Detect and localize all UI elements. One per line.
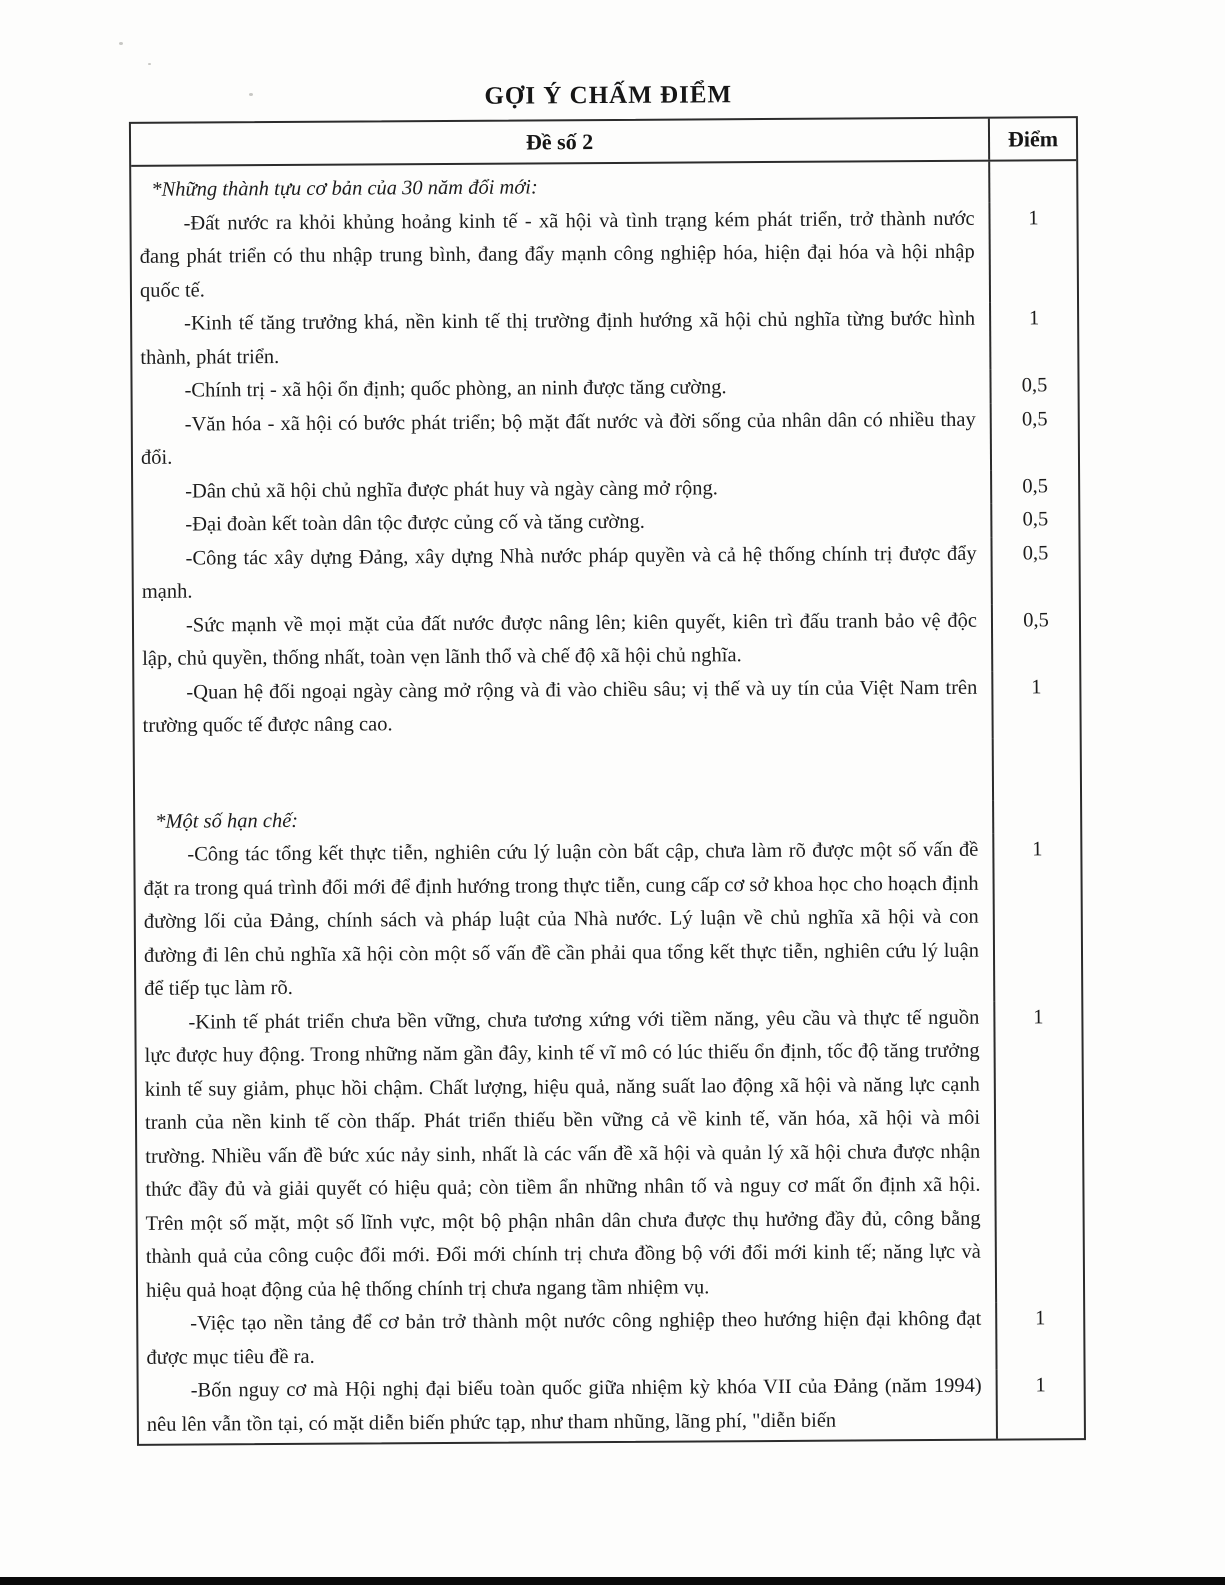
table-row	[133, 403, 1078, 476]
row-score: 0,5	[990, 470, 1078, 504]
row-text: *Một số hạn chế:	[155, 809, 299, 833]
column-header-topic: Đề số 2	[525, 129, 594, 155]
row-score	[988, 161, 1076, 202]
row-text: *Những thành tựu cơ bản của 30 năm đổi mới:	[151, 176, 538, 201]
row-text: -Kinh tế tăng trưởng khá, nền kinh tế thị trường định hướng xã hội chủ nghĩa từng bước hình thành, phát triển.	[140, 307, 976, 369]
row-text: -Văn hóa - xã hội có bước phát triển; bộ mặt đất nước và đời sống của nhân dân có nhiều thay đổi.	[140, 408, 976, 469]
row-text: -Bốn nguy cơ mà Hội nghị đại biểu toàn quốc giữa nhiệm kỳ khóa VII của Đảng (năm 1994) nêu lên vẫn tồn tại, có mặt diễn biến phức tạp, như tham nhũng, lãng phí, "diễn biến	[146, 1374, 982, 1436]
row-score: 1	[991, 671, 1079, 739]
row-score: 1	[992, 833, 1081, 1001]
row-score: 0,5	[990, 403, 1078, 471]
section-heading-row	[131, 161, 1076, 207]
row-text: -Dân chủ xã hội chủ nghĩa được phát huy và ngày càng mở rộng.	[185, 476, 718, 503]
row-score: 1	[996, 1369, 1084, 1439]
row-text: -Công tác xây dựng Đảng, xây dựng Nhà nước pháp quyền và cả hệ thống chính trị được đẩy mạnh.	[141, 542, 977, 603]
row-text	[135, 738, 992, 805]
row-text: -Đại đoàn kết toàn dân tộc được củng cố và tăng cường.	[185, 510, 645, 536]
table-row	[134, 604, 1079, 677]
row-score: 1	[995, 1302, 1083, 1370]
row-text: -Việc tạo nền tảng để cơ bản trở thành một nước công nghiệp theo hướng hiện đại không đạt được mục tiêu đề ra.	[146, 1307, 982, 1369]
row-text: -Sức mạnh về mọi mặt của đất nước được nâng lên; kiên quyết, kiên trì đấu tranh bảo vệ độc lập, chủ quyền, thống nhất, toàn vẹn lãnh thổ và chế độ xã hội chủ nghĩa.	[142, 609, 978, 670]
row-text: -Chính trị - xã hội ổn định; quốc phòng, an ninh được tăng cường.	[184, 376, 727, 402]
column-header-points: Điểm	[988, 118, 1076, 160]
table-header-row	[131, 118, 1076, 167]
row-score	[992, 738, 1080, 801]
scan-bottom-edge	[0, 1577, 1225, 1585]
table-row	[139, 1369, 1084, 1444]
spacer-row	[135, 738, 1080, 806]
row-score: 1	[993, 1001, 1083, 1303]
row-score: 0,5	[989, 369, 1077, 403]
table-body	[131, 161, 1084, 1444]
grading-table	[129, 116, 1086, 1446]
row-score: 1	[988, 202, 1077, 303]
page-title: GỢI Ý CHẤM ĐIỂM	[484, 81, 733, 110]
table-row	[134, 671, 1079, 744]
row-text: -Đất nước ra khỏi khủng hoảng kinh tế - xã hội và tình trạng kém phát triển, trở thành nước đang phát triển có thu nhập trung bình, đang đẩy mạnh công nghiệp hóa, hiện đại hóa và hội nhập quốc tế.	[139, 207, 975, 302]
row-score	[992, 800, 1080, 834]
row-score: 0,5	[990, 503, 1078, 537]
table-row	[138, 1302, 1083, 1375]
row-text: -Quan hệ đối ngoại ngày càng mở rộng và đi vào chiều sâu; vị thế và uy tín của Việt Nam trên trường quốc tế được nâng cao.	[142, 676, 978, 737]
table-row	[136, 1001, 1083, 1308]
row-score: 0,5	[990, 537, 1078, 605]
table-row	[133, 537, 1078, 610]
table-row	[135, 833, 1081, 1006]
table-row	[131, 202, 1077, 308]
row-score: 0,5	[991, 604, 1079, 672]
row-score: 1	[989, 302, 1077, 370]
table-row	[132, 302, 1077, 375]
row-text: -Công tác tổng kết thực tiễn, nghiên cứu lý luận còn bất cập, chưa làm rõ được một số vấn đề đặt ra trong quá trình đổi mới để định hướng trong thực tiễn, cung cấp cơ sở khoa học cho hoạch định đường lối của Đảng, chính sách và pháp luật của Nhà nước. Lý luận về chủ nghĩa xã hội và con đường đi lên chủ nghĩa xã hội còn một số vấn đề cần phải qua tổng kết thực tiễn, nghiên cứu lý luận để tiếp tục làm rõ.	[143, 838, 980, 1000]
row-text: -Kinh tế phát triển chưa bền vững, chưa tương xứng với tiềm năng, yêu cầu và thực tế nguồn lực được huy động. Trong những năm gần đây, kinh tế vĩ mô có lúc thiếu ổn định, tốc độ tăng trưởng kinh tế suy giảm, phục hồi chậm. Chất lượng, hiệu quả, năng suất lao động xã hội và năng lực cạnh tranh của nền kinh tế còn thấp. Phát triển thiếu bền vững cả về kinh tế, văn hóa, xã hội và môi trường. Nhiều vấn đề bức xúc nảy sinh, nhất là các vấn đề xã hội và quản lý xã hội chưa được nhận thức đầy đủ và giải quyết có hiệu quả; còn tiềm ẩn những nhân tố và nguy cơ mất ổn định xã hội. Trên một số mặt, một số lĩnh vực, một bộ phận nhân dân chưa được thụ hưởng đầy đủ, công bằng thành quả của công cuộc đổi mới. Đổi mới chính trị chưa đồng bộ với đổi mới kinh tế; năng lực và hiệu quả hoạt động của hệ thống chính trị chưa ngang tầm nhiệm vụ.	[144, 1006, 981, 1302]
